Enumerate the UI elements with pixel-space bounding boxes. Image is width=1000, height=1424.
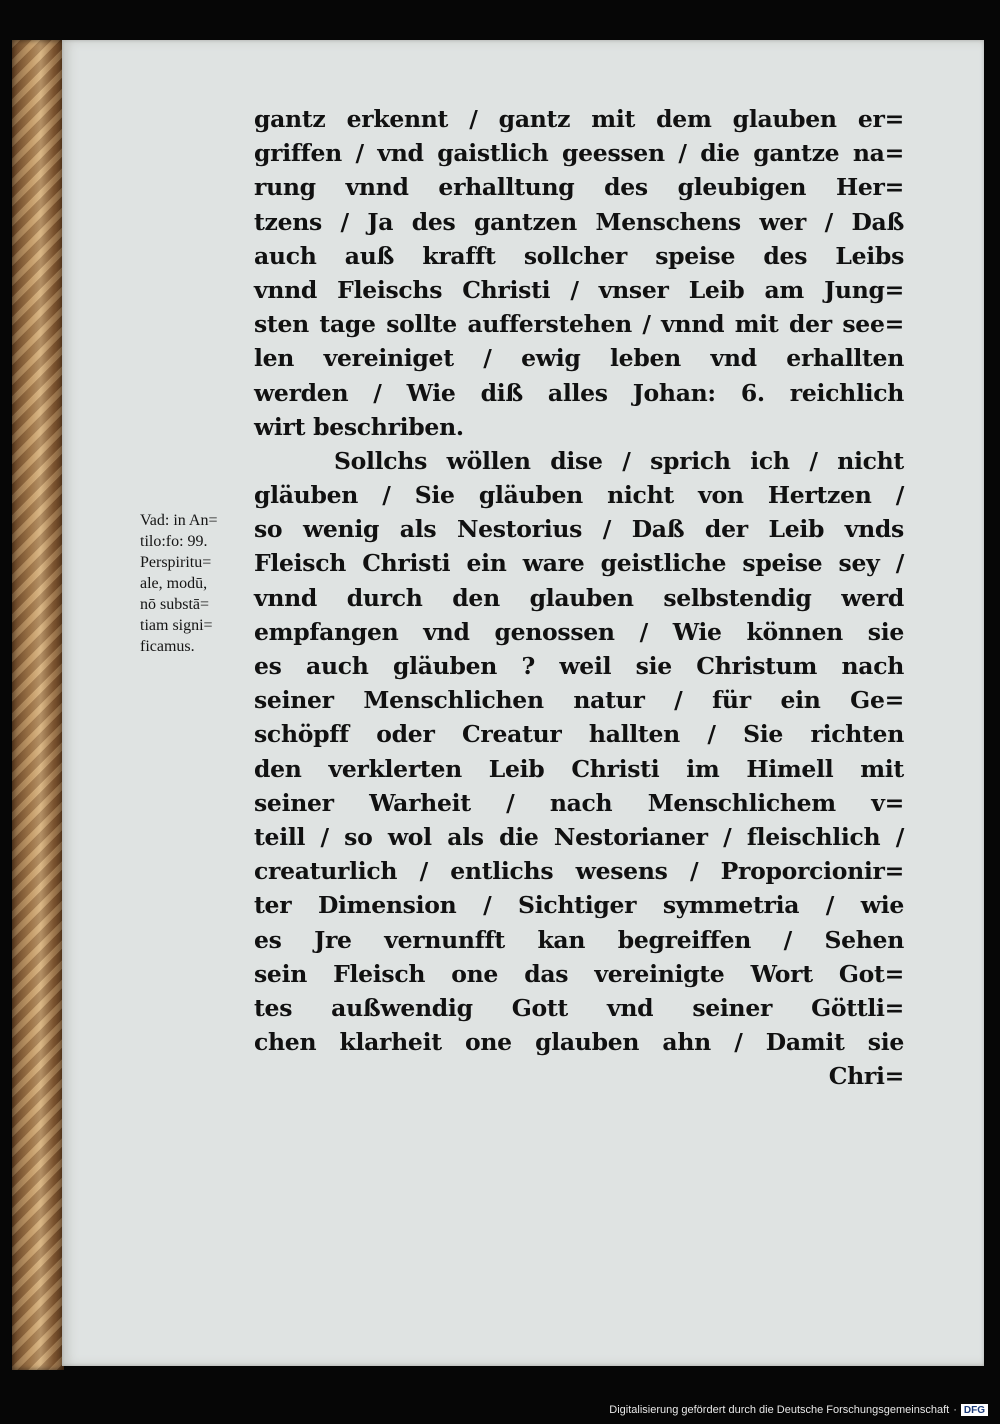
text-line: es Jre vernunfft kan begreiffen / Sehen (254, 925, 904, 954)
text-line: tzens / Ja des gantzen Menschens wer / Daß (254, 207, 904, 236)
text-line: schöpff oder Creatur hallten / Sie richten (254, 720, 904, 749)
marginal-note-line: Perspiritu= (140, 554, 212, 571)
text-line: teill / so wol als die Nestorianer / fleischlich / (254, 822, 904, 851)
text-line: wirt beschriben. (254, 412, 464, 441)
text-line: seiner Warheit / nach Menschlichem v= (254, 788, 904, 817)
text-line: rung vnnd erhalltung des gleubigen Her= (254, 173, 904, 202)
text-line: len vereiniget / ewig leben vnd erhallten (254, 344, 904, 373)
text-line: creaturlich / entlichs wesens / Proporcionir= (254, 857, 904, 886)
text-line: seiner Menschlichen natur / für ein Ge= (254, 686, 904, 715)
text-line: gantz erkennt / gantz mit dem glauben er= (254, 105, 904, 133)
marginal-note-line: nō substā= (140, 596, 210, 613)
marginal-note-line: tiam signi= (140, 617, 213, 634)
text-line: empfangen vnd genossen / Wie können sie (254, 617, 904, 646)
book-spine-edge (12, 40, 64, 1370)
text-line: chen klarheit one glauben ahn / Damit sie (254, 1028, 904, 1057)
marginal-note-line: tilo:fo: 99. (140, 533, 208, 550)
text-line: werden / Wie diß alles Johan: 6. reichlich (254, 378, 904, 407)
body-text (254, 102, 904, 1093)
text-line: ter Dimension / Sichtiger symmetria / wie (254, 891, 904, 920)
dfg-logo: DFG (961, 1404, 988, 1416)
text-line: vnnd Fleischs Christi / vnser Leib am Jung= (254, 275, 904, 304)
text-line: den verklerten Leib Christi im Himell mit (254, 754, 904, 783)
text-line: vnnd durch den glauben selbstendig werd (254, 583, 904, 612)
text-line: tes außwendig Gott vnd seiner Göttli= (254, 993, 904, 1022)
text-line: sten tage sollte aufferstehen / vnnd mit der see= (254, 310, 904, 339)
catchword: Chri= (828, 1062, 904, 1091)
separator-dot: · (953, 1404, 957, 1416)
text-line: auch auß krafft sollcher speise des Leibs (254, 241, 904, 270)
text-line: griffen / vnd gaistlich geessen / die gantze na= (254, 139, 904, 168)
credit-text: Digitalisierung gefördert durch die Deutsche Forschungsgemeinschaft (609, 1404, 950, 1416)
text-line: Sollchs wöllen dise / sprich ich / nicht (334, 446, 904, 475)
marginal-note-line: ficamus. (140, 638, 195, 655)
digitization-credit (609, 1400, 988, 1420)
marginal-note-line: Vad: in An= (140, 512, 218, 529)
text-line: Fleisch Christi ein ware geistliche speise sey / (254, 549, 904, 578)
text-line: es auch gläuben ? weil sie Christum nach (254, 652, 904, 680)
marginal-note-line: ale, modū, (140, 575, 208, 592)
text-line: gläuben / Sie gläuben nicht von Hertzen / (254, 481, 904, 510)
text-line: sein Fleisch one das vereinigte Wort Got= (254, 959, 904, 988)
text-line: so wenig als Nestorius / Daß der Leib vnds (254, 515, 904, 544)
